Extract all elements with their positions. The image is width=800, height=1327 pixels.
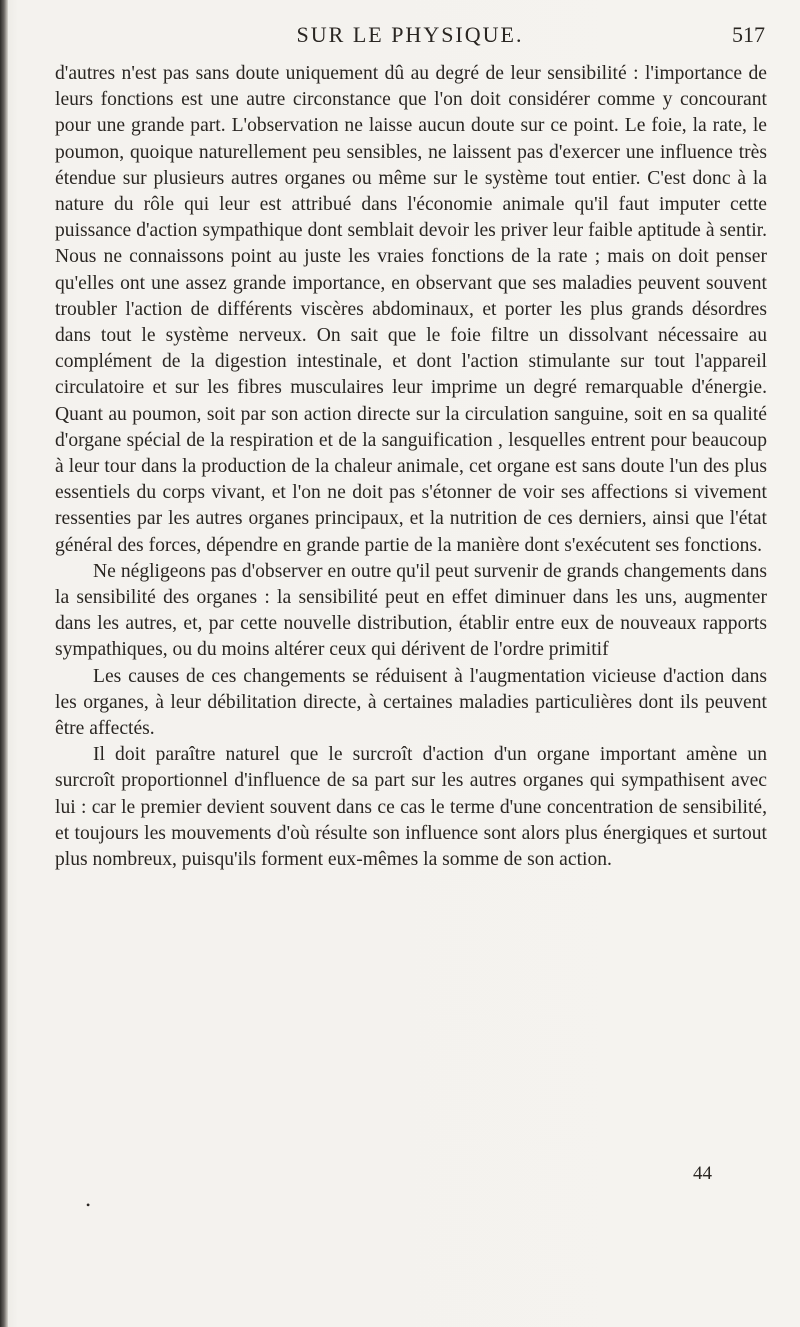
running-title: SUR LE PHYSIQUE. [296, 22, 524, 47]
book-spine-edge [0, 0, 8, 1327]
paragraph-surcroit: Il doit paraître naturel que le surcroît d'action d'un organe important amène un surcroît proportionnel d'influence de sa part sur les autres organes qui sympathisent avec lui : car le premier devient souvent dans ce cas le terme d'une concentration de sensibilité, et toujours les mouvements d'où résulte son influence sont alors plus énergiques et surtout plus nombreux, puisqu'ils forment eux-mêmes la somme de son action. [55, 744, 767, 871]
page-header [55, 20, 765, 54]
paragraph-causes: Les causes de ces changements se réduisent à l'augmentation vicieuse d'action dans les organes, à leur débilitation directe, à certaines maladies particulières dont ils peuvent être affectés. [55, 665, 767, 740]
page-number: 517 [732, 22, 765, 47]
stray-ink-mark: • [86, 1198, 91, 1212]
signature-mark: 44 [693, 1163, 712, 1184]
paragraph-sensibility-changes: Ne négligeons pas d'observer en outre qu'il peut survenir de grands changements dans la sensibilité des organes : la sensibilité peut en effet diminuer dans les uns, augmenter dans les autres, et, par cette nouvelle distribution, établir entre eux de nouveaux rapports sympathiques, ou du moins altérer ceux qui dérivent de l'ordre primitif [55, 560, 767, 661]
paragraph-continuation: d'autres n'est pas sans doute uniquement dû au degré de leur sensibilité : l'importance de leurs fonctions est une autre circonstance que l'on doit considérer comme y concourant pour une grande part. L'observation ne laisse aucun doute sur ce point. Le foie, la rate, le poumon, quoique naturellement peu sensibles, ne laissent pas d'exercer une influence très étendue sur plusieurs autres organes ou même sur le système tout entier. C'est donc à la nature du rôle qui leur est attribué dans l'économie animale qu'il faut imputer cette puissance d'action sympathique dont semblait devoir les priver leur faible aptitude à sentir. Nous ne connaissons point au juste les vraies fonctions de la rate ; mais on doit penser qu'elles ont une assez grande importance, en observant que ses maladies peuvent souvent troubler l'action de différents viscères abdominaux, et porter les plus grands désordres dans tout le système nerveux. On sait que le foie filtre un dissolvant nécessaire au complément de la digestion intestinale, et dont l'action stimulante sur tout l'appareil circulatoire et sur les fibres musculaires leur imprime un degré remarquable d'énergie. Quant au poumon, soit par son action directe sur la circulation sanguine, soit en sa qualité d'organe spécial de la respiration et de la sanguification , lesquelles entrent pour beaucoup à leur tour dans la production de la chaleur animale, cet organe est sans doute l'un des plus essentiels du corps vivant, et l'on ne doit pas s'étonner de voir ses affections si vivement ressenties par les autres organes principaux, et la nutrition de ces derniers, ainsi que l'état général des forces, dépendre en grande partie de la manière dont s'exécutent ses fonctions. [55, 63, 767, 556]
body-text [55, 61, 767, 873]
